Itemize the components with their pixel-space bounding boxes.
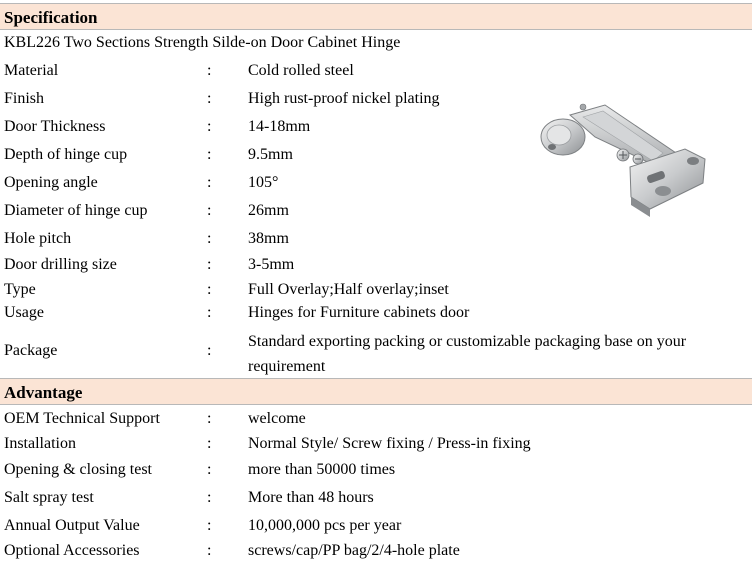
adv-label: Annual Output Value <box>4 517 140 534</box>
spec-value: Full Overlay;Half overlay;inset <box>248 281 449 298</box>
adv-label: Opening & closing test <box>4 461 152 478</box>
separator: : <box>207 90 212 107</box>
separator: : <box>207 342 212 359</box>
separator: : <box>207 62 212 79</box>
specification-header: Specification <box>0 3 752 30</box>
separator: : <box>207 435 212 452</box>
adv-value: Normal Style/ Screw fixing / Press-in fixing <box>248 435 531 452</box>
spec-label: Material <box>4 62 59 79</box>
separator: : <box>207 489 212 506</box>
spec-value: High rust-proof nickel plating <box>248 90 440 107</box>
adv-label: Installation <box>4 435 76 452</box>
adv-value: welcome <box>248 410 306 427</box>
product-title: KBL226 Two Sections Strength Silde-on Door Cabinet Hinge <box>4 34 401 51</box>
spec-label: Hole pitch <box>4 230 72 247</box>
spec-label: Opening angle <box>4 174 98 191</box>
adv-label: Salt spray test <box>4 489 94 506</box>
spec-label: Finish <box>4 90 45 107</box>
separator: : <box>207 542 212 559</box>
adv-value: screws/cap/PP bag/2/4-hole plate <box>248 542 460 559</box>
separator: : <box>207 146 212 163</box>
spec-label: Package <box>4 342 58 359</box>
separator: : <box>207 410 212 427</box>
advantage-header: Advantage <box>0 378 752 405</box>
separator: : <box>207 230 212 247</box>
spec-value: Cold rolled steel <box>248 62 354 79</box>
spec-value: 9.5mm <box>248 146 293 163</box>
separator: : <box>207 174 212 191</box>
spec-value: 38mm <box>248 230 289 247</box>
separator: : <box>207 517 212 534</box>
adv-value: more than 50000 times <box>248 461 396 478</box>
separator: : <box>207 202 212 219</box>
separator: : <box>207 281 212 298</box>
adv-label: OEM Technical Support <box>4 410 160 427</box>
spec-label: Type <box>4 281 36 298</box>
separator: : <box>207 304 212 321</box>
adv-value: More than 48 hours <box>248 489 374 506</box>
cabinet-hinge-icon <box>535 97 710 222</box>
spec-value: 3-5mm <box>248 256 295 273</box>
spec-label: Door Thickness <box>4 118 106 135</box>
spec-label: Door drilling size <box>4 256 117 273</box>
spec-value: 26mm <box>248 202 289 219</box>
spec-value: Hinges for Furniture cabinets door <box>248 304 470 321</box>
separator: : <box>207 256 212 273</box>
adv-label: Optional Accessories <box>4 542 140 559</box>
spec-label: Diameter of hinge cup <box>4 202 148 219</box>
spec-value-package: Standard exporting packing or customizable packaging base on your requirement <box>248 333 687 375</box>
separator: : <box>207 118 212 135</box>
spec-label: Usage <box>4 304 44 321</box>
spec-value: 14-18mm <box>248 118 311 135</box>
adv-value: 10,000,000 pcs per year <box>248 517 402 534</box>
separator: : <box>207 461 212 478</box>
spec-value: 105° <box>248 174 279 191</box>
spec-label: Depth of hinge cup <box>4 146 128 163</box>
